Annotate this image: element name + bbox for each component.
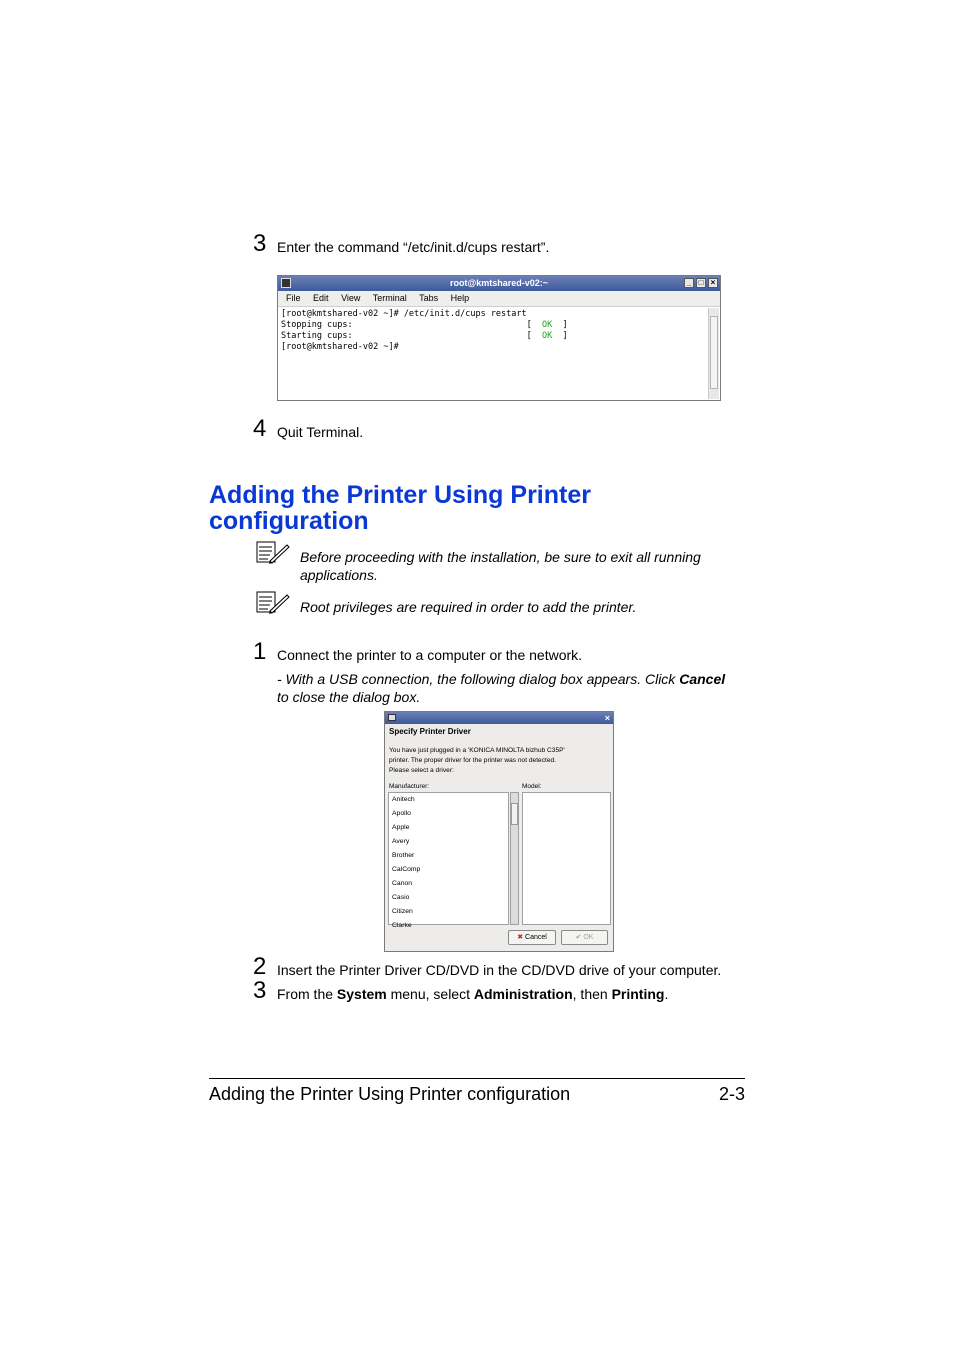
terminal-app-icon	[281, 278, 291, 288]
step-number: 1	[253, 638, 267, 665]
model-label: Model:	[522, 783, 542, 790]
dialog-message-line: printer. The proper driver for the printer was not detected.	[389, 757, 557, 764]
terminal-line: [root@kmtshared-v02 ~]#	[281, 342, 399, 352]
menu-help: Help	[450, 293, 470, 303]
menu-file: File	[286, 293, 301, 303]
note-text: Before proceeding with the installation, be sure to exit all running	[300, 549, 701, 565]
menu-printing: Printing	[611, 986, 665, 1002]
terminal-window	[277, 275, 721, 401]
terminal-titlebar	[278, 276, 720, 291]
status-ok: OK	[542, 320, 553, 330]
footer-rule	[209, 1078, 745, 1079]
maximize-icon: □	[696, 278, 706, 288]
substep-part: - With a USB connection, the following dialog box appears. Click	[277, 671, 680, 687]
step-text	[277, 985, 668, 1003]
cancel-label: Cancel	[525, 934, 547, 941]
substep-bold: Cancel	[679, 671, 726, 687]
step-text: Quit Terminal.	[277, 424, 364, 440]
list-item: Brother	[392, 852, 415, 859]
close-icon: ×	[708, 278, 718, 288]
list-item: Casio	[392, 894, 410, 901]
check-icon: ✔	[575, 934, 582, 941]
page-number: 2-3	[718, 1084, 745, 1104]
list-item: Clarke	[392, 922, 412, 929]
step-number: 3	[253, 977, 267, 1004]
terminal-line: Stopping cups: [	[281, 320, 542, 330]
list-item: Apollo	[392, 810, 411, 817]
minimize-icon: _	[684, 278, 694, 288]
step-text: Insert the Printer Driver CD/DVD in the CD/DVD drive of your computer.	[277, 962, 722, 978]
dialog-message-line: Please select a driver:	[389, 767, 454, 774]
cancel-button	[508, 930, 556, 945]
list-item: CalComp	[392, 866, 421, 873]
model-list	[522, 792, 611, 925]
section-heading	[209, 482, 769, 534]
list-item: Citizen	[392, 908, 413, 915]
terminal-line-end: ]	[552, 320, 568, 330]
menu-terminal: Terminal	[372, 293, 407, 303]
note-text: Root privileges are required in order to add the printer.	[300, 599, 637, 615]
dialog-title: Specify Printer Driver	[389, 727, 471, 736]
step-text: Enter the command “/etc/init.d/cups restart”.	[277, 239, 550, 255]
step-number: 3	[253, 230, 267, 257]
note-icon	[256, 541, 290, 565]
list-item: Canon	[392, 880, 413, 887]
ok-label: OK	[583, 934, 594, 941]
specify-driver-dialog	[384, 711, 614, 952]
step-text-part: menu, select	[386, 986, 474, 1002]
terminal-line: [root@kmtshared-v02 ~]# /etc/init.d/cups restart	[281, 309, 527, 319]
cancel-icon: ✖	[517, 934, 524, 941]
step-text-part: , then	[572, 986, 612, 1002]
step-number: 2	[253, 953, 267, 980]
dialog-message	[389, 746, 611, 776]
list-item: Anitech	[392, 796, 415, 803]
close-icon: ×	[604, 713, 610, 723]
manufacturer-list	[388, 792, 509, 929]
menu-administration: Administration	[473, 986, 573, 1002]
terminal-line: Starting cups: [	[281, 331, 542, 341]
menu-edit: Edit	[313, 293, 329, 303]
terminal-menubar	[278, 291, 720, 307]
manufacturer-scrollbar	[510, 792, 519, 925]
terminal-title: root@kmtshared-v02:~	[449, 278, 549, 288]
dialog-titlebar	[385, 712, 613, 724]
terminal-scrollbar	[708, 308, 719, 399]
step-number: 4	[253, 415, 267, 442]
step-text-part: From the	[277, 986, 337, 1002]
dialog-message-line: You have just plugged in a 'KONICA MINOLTA bizhub C35P'	[389, 747, 565, 754]
window-icon	[388, 714, 396, 721]
menu-tabs: Tabs	[419, 293, 439, 303]
ok-button	[561, 930, 608, 945]
step-text: Connect the printer to a computer or the network.	[277, 647, 583, 663]
note-text: applications.	[300, 567, 378, 583]
section-heading-line: configuration	[209, 507, 369, 535]
note-icon	[256, 591, 290, 615]
footer-title: Adding the Printer Using Printer configuration	[209, 1084, 571, 1104]
terminal-output	[278, 307, 708, 400]
section-heading-line: Adding the Printer Using Printer	[209, 481, 591, 509]
menu-system: System	[336, 986, 387, 1002]
step-text-part: .	[664, 986, 669, 1002]
list-item: Apple	[392, 824, 410, 831]
terminal-line-end: ]	[552, 331, 568, 341]
menu-view: View	[341, 293, 361, 303]
status-ok: OK	[542, 331, 553, 341]
manufacturer-label: Manufacturer:	[389, 783, 430, 790]
list-item: Avery	[392, 838, 410, 845]
substep-text: to close the dialog box.	[277, 689, 421, 705]
substep-text	[277, 670, 747, 688]
